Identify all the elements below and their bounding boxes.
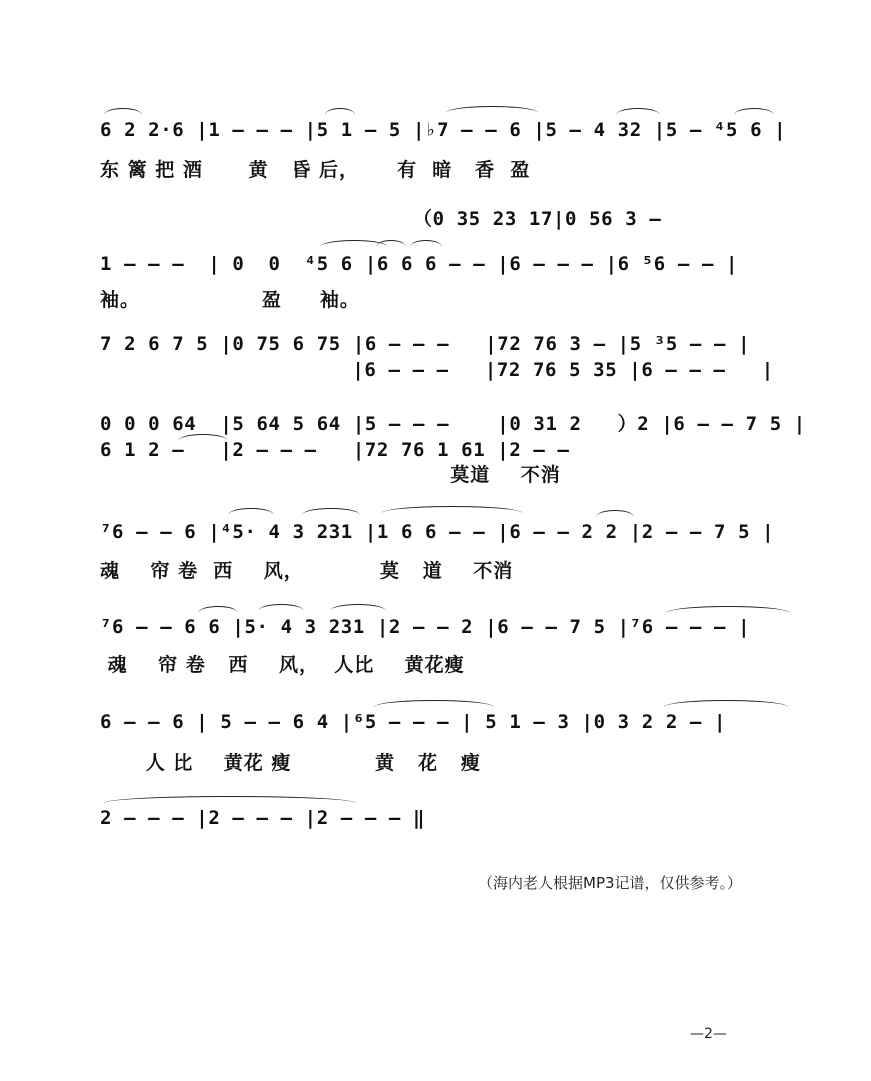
page-number: —2—: [690, 1026, 727, 1042]
slur-mark: [198, 606, 238, 613]
notation-row-5b: 6 1 2 – |2 – – – |72 76 1 61 |2 – –: [100, 439, 570, 461]
notation-row-5a: 0 0 0 64 |5 64 5 64 |5 – – – |0 31 2 ）2 |6 – – 7 5 |: [100, 413, 806, 435]
slur-mark: [666, 606, 790, 613]
notation-row-6: ⁷6 – – 6 |⁴5· 4 3 231 |1 6 6 – – |6 – – 2 2 |2 – – 7 5 |: [100, 521, 775, 543]
slur-mark: [258, 604, 304, 611]
lyric-row-8: 人 比 黄花 瘦 黄 花 瘦: [100, 752, 481, 774]
notation-row-4a: 7 2 6 7 5 |0 75 6 75 |6 – – – |72 76 3 – |5 ³5 – – |: [100, 333, 751, 355]
slur-mark: [104, 796, 356, 803]
slur-mark: [374, 700, 494, 707]
notation-row-1: 6 2 2·6 |1 – – – |5 1 – 5 |♭7 – – 6 |5 – 4 32 |5 – ⁴5 6 |: [100, 119, 787, 141]
lyric-row-1: 东 篱 把 酒 黄 昏 后， 有 暗 香 盈: [100, 159, 531, 181]
lyric-row-7: 魂 帘 卷 西 风， 人比 黄花瘦: [100, 654, 465, 676]
slur-mark: [446, 106, 538, 113]
notation-row-4b: |6 – – – |72 76 5 35 |6 – – – |: [232, 359, 774, 381]
slur-mark: [734, 108, 774, 115]
footnote: （海内老人根据MP3记谱，仅供参考。）: [478, 874, 743, 892]
slur-mark: [302, 508, 360, 515]
slur-mark: [596, 510, 634, 517]
notation-row-7: ⁷6 – – 6 6 |5· 4 3 231 |2 – – 2 |6 – – 7 5 |⁷6 – – – |: [100, 616, 751, 638]
notation-row-2: （0 35 23 17|0 56 3 –: [100, 208, 662, 230]
lyric-row-3: 袖。 盈 袖。: [100, 289, 360, 311]
slur-mark: [228, 508, 274, 515]
notation-row-3: 1 – – – | 0 0 ⁴5 6 |6 6 6 – – |6 – – – |6 ⁵6 – – |: [100, 253, 739, 275]
slur-mark: [104, 108, 142, 115]
slur-mark: [410, 240, 442, 247]
slur-mark: [325, 108, 355, 115]
notation-row-9: 2 – – – |2 – – – |2 – – – ‖: [100, 807, 426, 829]
lyric-row-5: 莫道 不消: [100, 464, 561, 486]
slur-mark: [382, 506, 522, 513]
slur-mark: [330, 604, 386, 611]
slur-mark: [664, 700, 788, 707]
slur-mark: [616, 108, 660, 115]
notation-row-8: 6 – – 6 | 5 – – 6 4 |⁶5 – – – | 5 1 – 3 |0 3 2 2 – |: [100, 711, 727, 733]
slur-mark: [376, 240, 406, 247]
lyric-row-6: 魂 帘 卷 西 风， 莫 道 不消: [100, 560, 514, 582]
